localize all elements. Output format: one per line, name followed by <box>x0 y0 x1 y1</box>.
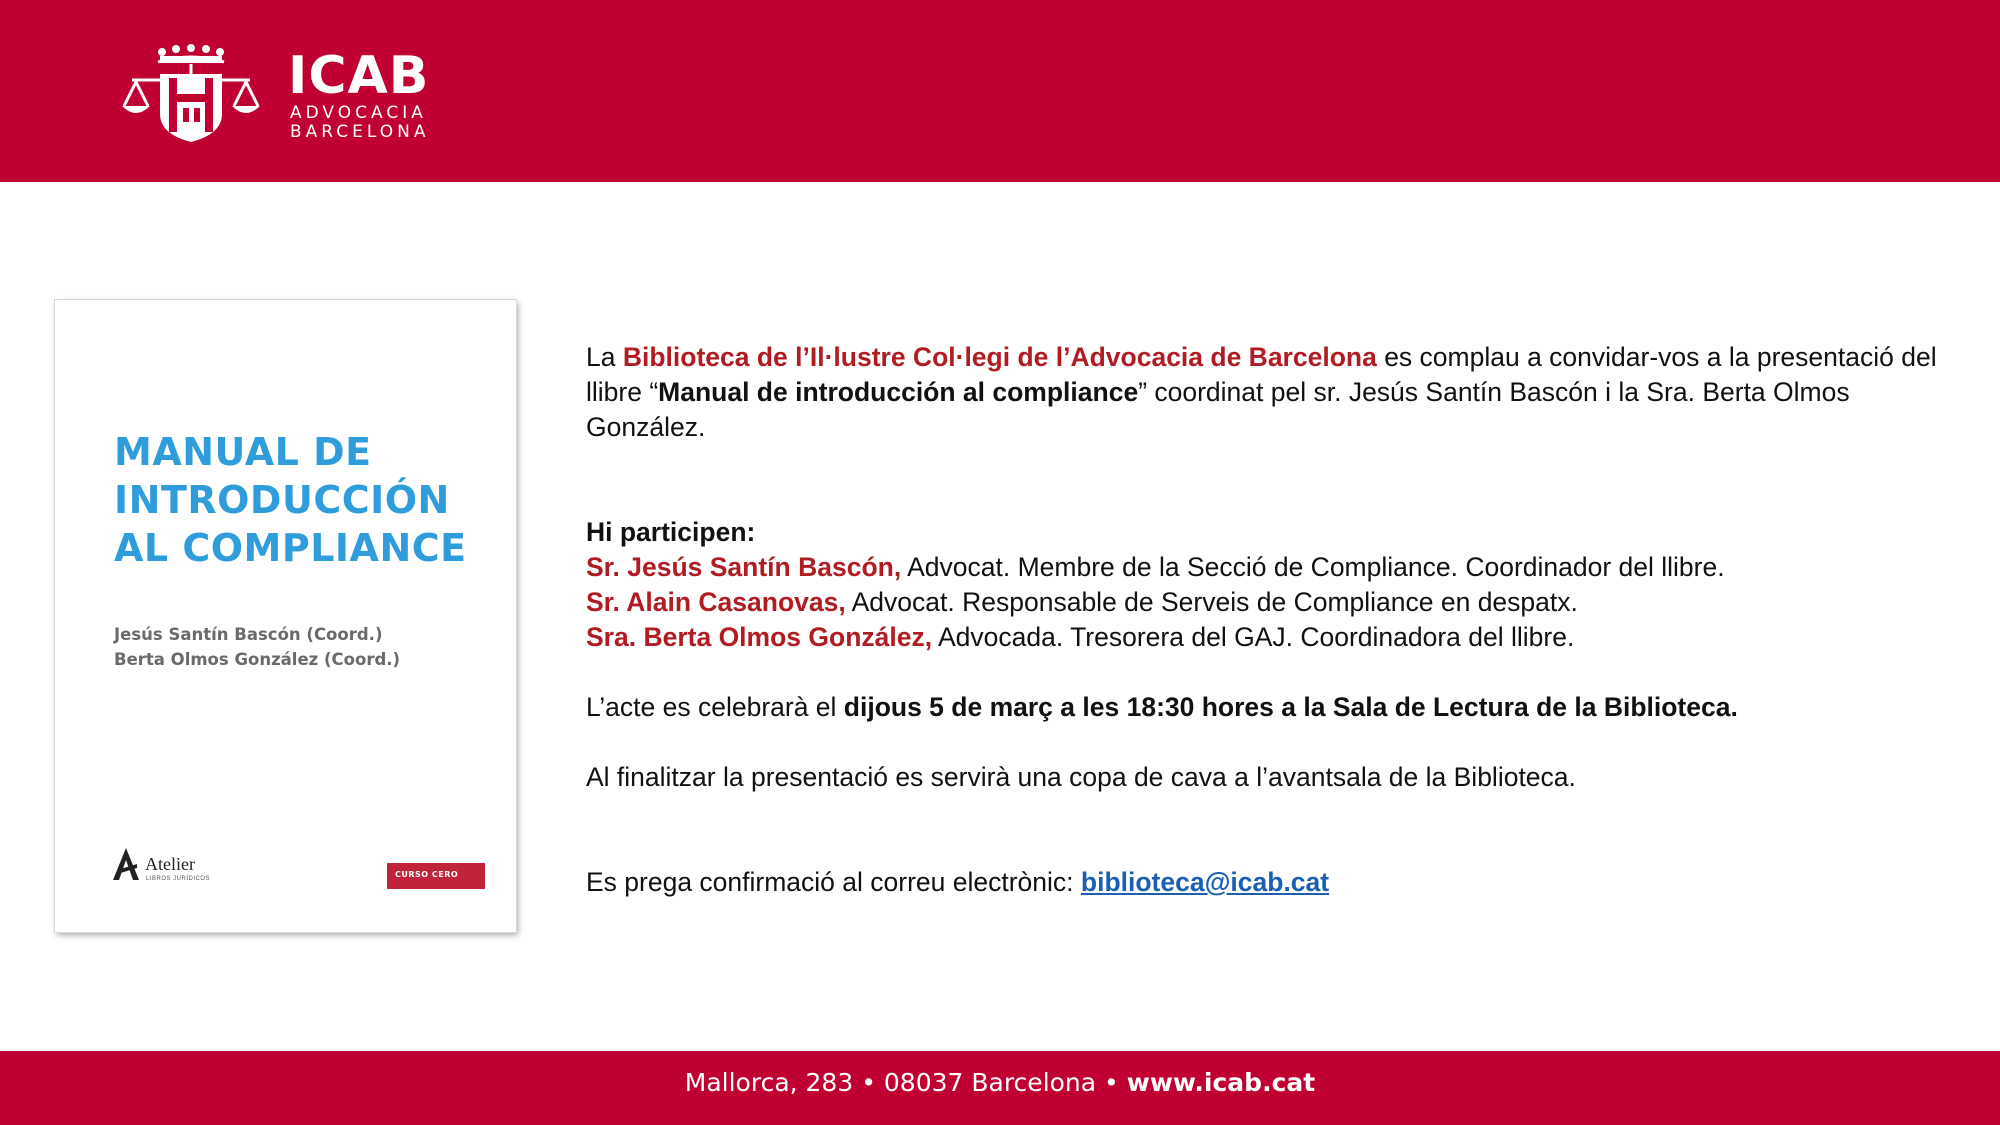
event-datetime-location: dijous 5 de març a les 18:30 hores a la Sala de Lectura de la Biblioteca. <box>843 692 1738 722</box>
logo-subtitle-barcelona: BARCELONA <box>290 122 430 142</box>
reception-note: Al finalitzar la presentació es servirà una copa de cava a l’avantsala de la Biblioteca. <box>586 762 1576 792</box>
invitation-text <box>586 340 1976 900</box>
series-badge-label: CURSO CERO <box>395 870 459 879</box>
rsvp-text: Es prega confirmació al correu electrònic: <box>586 867 1081 897</box>
atelier-logo-icon <box>111 846 141 882</box>
book-cover <box>55 300 516 932</box>
participant-role: Advocada. Tresorera del GAJ. Coordinadora del llibre. <box>932 622 1575 652</box>
participants-block <box>586 515 1976 655</box>
book-cover-authors <box>114 622 400 672</box>
intro-paragraph <box>586 340 1976 445</box>
footer-bar <box>0 1051 2000 1125</box>
intro-text: La <box>586 342 623 372</box>
logo-name: ICAB <box>288 46 430 106</box>
book-title-line: MANUAL DE <box>114 430 372 474</box>
rsvp-line <box>586 865 1976 900</box>
book-title-line: INTRODUCCIÓN <box>114 478 450 522</box>
icab-emblem-icon <box>120 44 262 144</box>
footer-address <box>0 1051 2000 1115</box>
publisher-name: Atelier <box>145 854 195 874</box>
participant-role: Advocat. Responsable de Serveis de Compliance en despatx. <box>845 587 1578 617</box>
logo-subtitle-advocacia: ADVOCACIA <box>290 103 427 123</box>
book-author: Jesús Santín Bascón (Coord.) <box>114 625 383 644</box>
series-badge <box>387 863 485 889</box>
publisher-subtitle: LIBROS JURÍDICOS <box>146 876 211 882</box>
book-author: Berta Olmos González (Coord.) <box>114 650 401 669</box>
participant-name: Sr. Alain Casanovas, <box>586 587 846 617</box>
footer-address-text: Mallorca, 283 • 08037 Barcelona • <box>684 1068 1127 1097</box>
participant-name: Sr. Jesús Santín Bascón, <box>586 552 902 582</box>
rsvp-email-link[interactable]: biblioteca@icab.cat <box>1080 867 1330 897</box>
participant-role: Advocat. Membre de la Secció de Compliance. Coordinador del llibre. <box>901 552 1725 582</box>
participant-name: Sra. Berta Olmos González, <box>586 622 933 652</box>
intro-text: ” coordinat pel sr. Jesús Santín Bascón i la Sra. Berta Olmos González. <box>586 377 1850 442</box>
book-title-mention: Manual de introducción al compliance <box>658 377 1139 407</box>
event-text: L’acte es celebrarà el <box>586 692 844 722</box>
footer-website-link[interactable]: www.icab.cat <box>1126 1068 1316 1097</box>
library-name: Biblioteca de l’Il·lustre Col·legi de l’Advocacia de Barcelona <box>622 342 1377 372</box>
book-cover-title <box>114 428 504 572</box>
book-title-line: AL COMPLIANCE <box>114 526 467 570</box>
event-details <box>586 690 1976 725</box>
intro-text: es complau a convidar-vos a la presentació del llibre “ <box>586 342 1937 407</box>
participants-heading: Hi participen: <box>586 517 756 547</box>
header-bar <box>0 0 2000 182</box>
